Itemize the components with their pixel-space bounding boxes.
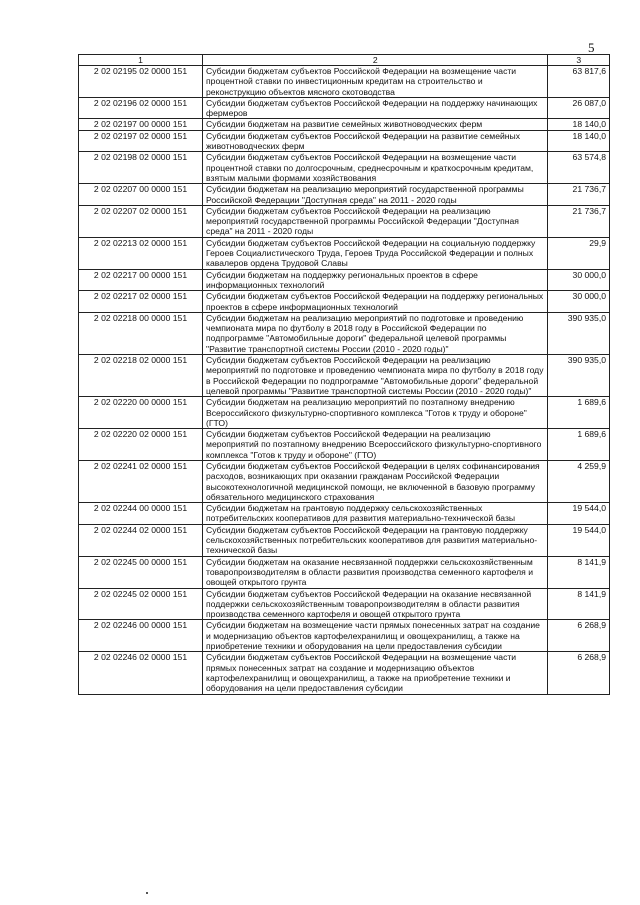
row-code: 2 02 02218 00 0000 151 [79, 312, 203, 354]
table-row [79, 355, 610, 397]
page-number: 5 [588, 40, 595, 55]
table-row [79, 269, 610, 291]
table-row [79, 620, 610, 652]
table-row [79, 66, 610, 98]
row-code: 2 02 02197 02 0000 151 [79, 130, 203, 152]
row-amount: 18 140,0 [548, 130, 610, 152]
row-code: 2 02 02244 00 0000 151 [79, 503, 203, 525]
table-row [79, 429, 610, 461]
row-description: Субсидии бюджетам субъектов Российской Федерации на возмещение части процентной ставки по долгосрочным, среднесрочным и краткосрочным кредитам, взятым малыми формами хозяйствования [203, 152, 548, 184]
row-amount: 4 259,9 [548, 460, 610, 502]
row-description: Субсидии бюджетам субъектов Российской Федерации в целях софинансирования расходов, возникающих при оказании гражданам Российской Федерации высокотехнологичной медицинской помощи, не включенной в базовую программу обязательного медицинского страхования [203, 460, 548, 502]
row-code: 2 02 02245 02 0000 151 [79, 588, 203, 620]
table-row [79, 397, 610, 429]
row-amount: 18 140,0 [548, 119, 610, 130]
row-code: 2 02 02220 02 0000 151 [79, 429, 203, 461]
row-code: 2 02 02198 02 0000 151 [79, 152, 203, 184]
row-code: 2 02 02195 02 0000 151 [79, 66, 203, 98]
table-header-row [79, 55, 610, 66]
header-col-3: 3 [548, 55, 610, 66]
row-description: Субсидии бюджетам на реализацию мероприятий по поэтапному внедрению Всероссийского физкультурно-спортивного комплекса "Готов к труду и обороне" (ГТО) [203, 397, 548, 429]
table-row [79, 312, 610, 354]
row-description: Субсидии бюджетам на поддержку региональных проектов в сфере информационных технологий [203, 269, 548, 291]
table-row [79, 524, 610, 556]
row-description: Субсидии бюджетам субъектов Российской Федерации на поддержку начинающих фермеров [203, 97, 548, 119]
row-description: Субсидии бюджетам на развитие семейных животноводческих ферм [203, 119, 548, 130]
row-description: Субсидии бюджетам субъектов Российской Федерации на возмещение части прямых понесенных затрат на создание и модернизацию объектов картофелехранилищ и овощехранилищ, а также на приобретение техники и оборудования на цели предоставления субсидии [203, 652, 548, 694]
table-row [79, 97, 610, 119]
table-row [79, 119, 610, 130]
table-row [79, 503, 610, 525]
row-amount: 26 087,0 [548, 97, 610, 119]
row-description: Субсидии бюджетам субъектов Российской Федерации на реализацию мероприятий по подготовке и проведению чемпионата мира по футболу в 2018 году в Российской Федерации по подпрограмме "Автомобильные дороги" федеральной целевой программы "Развитие транспортной системы России (2010 - 2020 годы)" [203, 355, 548, 397]
row-description: Субсидии бюджетам на оказание несвязанной поддержки сельскохозяйственным товаропроизводителям в области развития производства семенного картофеля и овощей открытого грунта [203, 556, 548, 588]
row-amount: 19 544,0 [548, 503, 610, 525]
table-row [79, 237, 610, 269]
header-col-1: 1 [79, 55, 203, 66]
row-description: Субсидии бюджетам субъектов Российской Федерации на оказание несвязанной поддержки сельскохозяйственным товаропроизводителям в области развития производства семенного картофеля и овощей открытого грунта [203, 588, 548, 620]
table-row [79, 556, 610, 588]
row-amount: 8 141,9 [548, 556, 610, 588]
budget-table [78, 54, 610, 695]
row-description: Субсидии бюджетам субъектов Российской Федерации на развитие семейных животноводческих ферм [203, 130, 548, 152]
row-amount: 30 000,0 [548, 269, 610, 291]
row-amount: 21 736,7 [548, 184, 610, 206]
row-amount: 63 817,6 [548, 66, 610, 98]
row-code: 2 02 02213 02 0000 151 [79, 237, 203, 269]
row-amount: 19 544,0 [548, 524, 610, 556]
row-amount: 63 574,8 [548, 152, 610, 184]
table-row [79, 588, 610, 620]
row-code: 2 02 02241 02 0000 151 [79, 460, 203, 502]
row-code: 2 02 02197 00 0000 151 [79, 119, 203, 130]
row-amount: 30 000,0 [548, 291, 610, 313]
table-row [79, 130, 610, 152]
row-description: Субсидии бюджетам субъектов Российской Федерации на реализацию мероприятий по поэтапному внедрению Всероссийского физкультурно-спортивного комплекса "Готов к труду и обороне" (ГТО) [203, 429, 548, 461]
row-amount: 390 935,0 [548, 312, 610, 354]
table-row [79, 152, 610, 184]
row-amount: 29,9 [548, 237, 610, 269]
row-code: 2 02 02196 02 0000 151 [79, 97, 203, 119]
row-description: Субсидии бюджетам субъектов Российской Федерации на социальную поддержку Героев Социалистического Труда, Героев Труда Российской Федерации и полных кавалеров ордена Трудовой Славы [203, 237, 548, 269]
row-description: Субсидии бюджетам на реализацию мероприятий государственной программы Российской Федерации "Доступная среда" на 2011 - 2020 годы [203, 184, 548, 206]
row-code: 2 02 02244 02 0000 151 [79, 524, 203, 556]
row-code: 2 02 02220 00 0000 151 [79, 397, 203, 429]
scan-mark [146, 892, 148, 894]
row-amount: 1 689,6 [548, 429, 610, 461]
row-code: 2 02 02246 00 0000 151 [79, 620, 203, 652]
row-code: 2 02 02218 02 0000 151 [79, 355, 203, 397]
table-row [79, 205, 610, 237]
row-code: 2 02 02207 00 0000 151 [79, 184, 203, 206]
row-code: 2 02 02217 02 0000 151 [79, 291, 203, 313]
row-code: 2 02 02217 00 0000 151 [79, 269, 203, 291]
table-row [79, 460, 610, 502]
row-code: 2 02 02246 02 0000 151 [79, 652, 203, 694]
row-description: Субсидии бюджетам на грантовую поддержку сельскохозяйственных потребительских кооперативов для развития материально-технической базы [203, 503, 548, 525]
row-amount: 21 736,7 [548, 205, 610, 237]
row-amount: 390 935,0 [548, 355, 610, 397]
row-description: Субсидии бюджетам субъектов Российской Федерации на возмещение части процентной ставки по инвестиционным кредитам на строительство и реконструкцию объектов мясного скотоводства [203, 66, 548, 98]
row-code: 2 02 02245 00 0000 151 [79, 556, 203, 588]
row-amount: 6 268,9 [548, 652, 610, 694]
row-amount: 1 689,6 [548, 397, 610, 429]
row-description: Субсидии бюджетам субъектов Российской Федерации на грантовую поддержку сельскохозяйственных потребительских кооперативов для развития материально-технической базы [203, 524, 548, 556]
table-row [79, 184, 610, 206]
row-code: 2 02 02207 02 0000 151 [79, 205, 203, 237]
row-description: Субсидии бюджетам на реализацию мероприятий по подготовке и проведению чемпионата мира по футболу в 2018 году в Российской Федерации по подпрограмме "Автомобильные дороги" федеральной целевой программы "Развитие транспортной системы России (2010 - 2020 годы)" [203, 312, 548, 354]
header-col-2: 2 [203, 55, 548, 66]
row-description: Субсидии бюджетам на возмещение части прямых понесенных затрат на создание и модернизацию объектов картофелехранилищ и овощехранилищ, а также на приобретение техники и оборудования на цели предоставления субсидии [203, 620, 548, 652]
row-description: Субсидии бюджетам субъектов Российской Федерации на реализацию мероприятий государственной программы Российской Федерации "Доступная среда" на 2011 - 2020 годы [203, 205, 548, 237]
table-row [79, 291, 610, 313]
table-row [79, 652, 610, 694]
row-description: Субсидии бюджетам субъектов Российской Федерации на поддержку региональных проектов в сфере информационных технологий [203, 291, 548, 313]
row-amount: 6 268,9 [548, 620, 610, 652]
row-amount: 8 141,9 [548, 588, 610, 620]
